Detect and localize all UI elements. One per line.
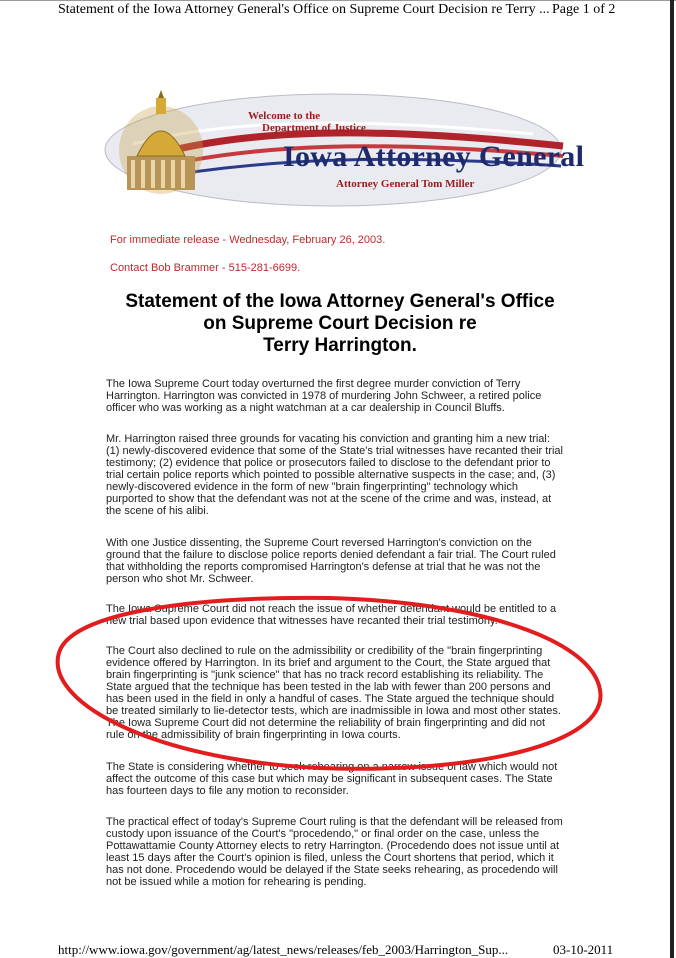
page-title-line-2: on Supreme Court Decision re — [203, 313, 477, 334]
print-footer — [0, 942, 676, 958]
body-paragraph: The practical effect of today's Supreme Court ruling is that the defendant will be released from custody upon issuance of the Court's "procedendo," or final order on the case, unless the Pottawattamie County Attorney elects to retry Harrington. (Procedendo does not issue until at least 15 days after the Court's opinion is filed, unless the Court shortens that period, which it has not done. Procedendo would be delayed if the State seeks rehearing, as procedendo will not be issued while a motion for rehearing is pending. — [106, 816, 563, 888]
iowa-ag-banner[interactable] — [103, 88, 585, 208]
banner-welcome-text — [248, 110, 366, 134]
banner-welcome-line-1: Welcome to the — [248, 110, 321, 122]
print-header — [0, 0, 676, 22]
page-title-line-1: Statement of the Iowa Attorney General's Office — [125, 291, 555, 312]
print-header-title: Statement of the Iowa Attorney General's Office on Supreme Court Decision re Terry ... — [58, 2, 550, 17]
release-contact-line: Contact Bob Brammer - 515-281-6699. — [110, 262, 301, 274]
body-paragraph: The Iowa Supreme Court did not reach the issue of whether defendant would be entitled to a new trial based upon evidence that witnesses have recanted their trial testimony. — [106, 603, 557, 627]
print-footer-url: http://www.iowa.gov/government/ag/latest_news/releases/feb_2003/Harrington_Sup... — [58, 942, 509, 957]
body-paragraph-highlighted: The Court also declined to rule on the admissibility or credibility of the "brain fingerprinting evidence offered by Harrington. In its brief and argument to the Court, the State argued that brain fingerprinting is "junk science" that has no track record establishing its reliability. The State argued that the technique has been tested in the lab with fewer than 200 persons and has been used in the field in only a handful of cases. The State argued the technique should be treated similarly to lie-detector tests, which are inadmissible in Iowa and most other states. The Iowa Supreme Court did not determine the reliability of brain fingerprinting and did not rule on the admissibility of brain fingerprinting in Iowa courts. — [106, 645, 561, 741]
release-date-line: For immediate release - Wednesday, February 26, 2003. — [110, 234, 386, 246]
print-footer-date: 03-10-2011 — [553, 942, 614, 957]
page-right-edge — [670, 0, 674, 958]
body-paragraph: The Iowa Supreme Court today overturned the first degree murder conviction of Terry Harrington. Harrington was convicted in 1978 of murdering John Schweer, a retired police officer who was working as a night watchman at a car dealership in Council Bluffs. — [106, 378, 542, 414]
banner-brand-title: Iowa Attorney General — [283, 140, 585, 173]
capitol-dome-icon — [119, 90, 203, 194]
banner-ag-name: Attorney General Tom Miller — [336, 178, 475, 190]
page-title-line-3: Terry Harrington. — [263, 335, 417, 356]
print-header-page-number: Page 1 of 2 — [552, 2, 616, 17]
body-paragraph: With one Justice dissenting, the Supreme Court reversed Harrington's conviction on the ground that the failure to disclose police reports denied defendant a fair trial. The Court ruled that withholding the reports compromised Harrington's defense at trial that he was not the person who shot Mr. Schweer. — [106, 537, 556, 585]
body-paragraph: The State is considering whether to seek rehearing on a narrow issue of law which would not affect the outcome of this case but which may be significant in subsequent cases. The State has fourteen days to file any motion to reconsider. — [106, 761, 558, 797]
page-title — [70, 291, 610, 357]
banner-welcome-line-2: Department of Justice — [262, 122, 366, 134]
body-paragraph: Mr. Harrington raised three grounds for vacating his conviction and granting him a new trial: (1) newly-discovered evidence that some of the State's trial witnesses have recanted their trial testimony; (2) evidence that police or prosecutors failed to disclose to the defendant prior to trial certain police reports which pointed to possible alternative suspects in the case; and, (3) newly-discovered evidence in the form of new "brain fingerprinting" technology which purported to show that the defendant was not at the scene of the crime and was, instead, at the scene of his alibi. — [106, 433, 563, 517]
